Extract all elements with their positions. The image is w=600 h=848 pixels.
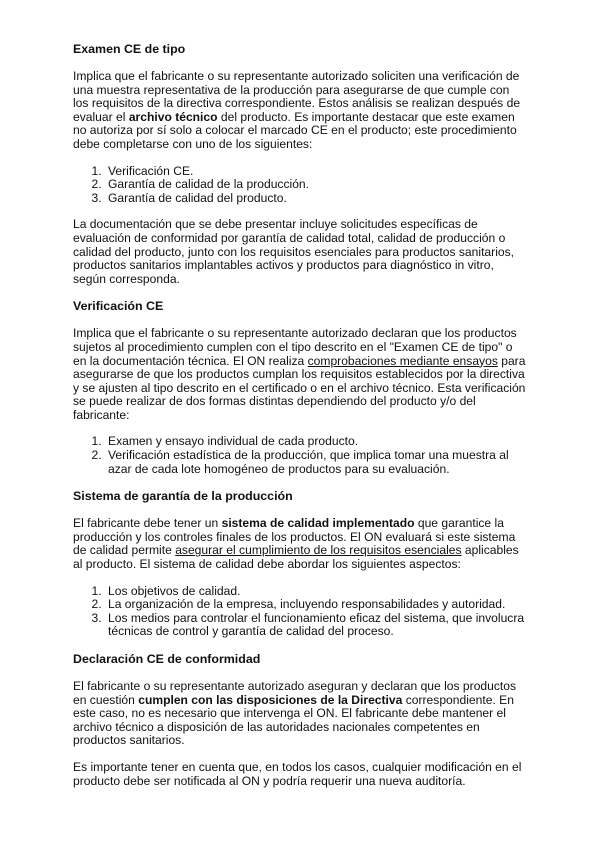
list-item: 2. Garantía de calidad de la producción. [105, 178, 528, 192]
paragraph-final-note: Es importante tener en cuenta que, en todos los casos, cualquier modificación en el producto debe ser notificada al ON y podría requerir una nueva auditoría. [73, 759, 522, 788]
text-run: Implica que el fabricante o su representante autorizado soliciten una verificación de una muestra representativa de la producción para asegurarse de que cumple con los requisitos de la directiva correspondiente. Estos análisis se realizan después de evaluar el [73, 69, 521, 124]
list-verification-methods [73, 435, 528, 476]
list-item: 3. Garantía de calidad del producto. [105, 192, 528, 206]
heading-sistema-garantia: Sistema de garantía de la producción [73, 489, 293, 504]
text-run: Implica que el fabricante o su representante autorizado declaran que los productos sujetos al procedimiento cumplen con el tipo descrito en el "Examen CE de tipo" o en la documentación técnica. El ON realiza [73, 326, 517, 368]
text-run: El fabricante debe tener un [73, 516, 222, 531]
list-item: 1. Los objetivos de calidad. [105, 585, 528, 599]
bold-archivo-tecnico: archivo técnico [128, 109, 218, 124]
text-run: correspondiente. En este caso, no es necesario que intervenga el ON. El fabricante debe mantener el archivo técnico a disposición de las autoridades nacionales competentes en productos sanitarios. [73, 692, 514, 748]
list-item: 3. Los medios para controlar el funcionamiento eficaz del sistema, que involucra técnicas de control y garantía de calidad del proceso. [105, 612, 528, 639]
heading-declaracion-ce: Declaración CE de conformidad [73, 652, 261, 666]
bold-cumplen-disposiciones: cumplen con las disposiciones de la Directiva [138, 692, 403, 707]
underlined-comprobaciones: comprobaciones mediante ensayos [307, 353, 498, 368]
list-complementary-procedures [73, 165, 528, 206]
paragraph-declaracion-intro [73, 680, 528, 748]
text-run: del producto. Es importante destacar que este examen no autoriza por sí solo a colocar el marcado CE en el producto; este procedimiento debe completarse con uno de los siguientes: [73, 109, 517, 151]
underlined-asegurar-cumplimiento: asegurar el cumplimiento de los requisitos esenciales [175, 543, 462, 558]
text-run: para asegurarse de que los productos cumplan los requisitos establecidos por la directiva y se ajusten al tipo descrito en el certificado o en el archivo técnico. Esta verificación se puede realizar de dos formas distintas dependiendo del producto y/o del fabricante: [73, 353, 526, 422]
list-item: 2. La organización de la empresa, incluyendo responsabilidades y autoridad. [105, 598, 528, 612]
paragraph-documentation: La documentación que se debe presentar incluye solicitudes específicas de evaluación de conformidad por garantía de calidad total, calidad de producción o calidad del producto, junto con los requisitos esenciales para productos sanitarios, productos sanitarios implantables activos y productos para diagnóstico in vitro, según corresponda. [73, 217, 515, 286]
text-run: que garantice la producción y los controles finales de los productos. El ON evaluará si este sistema de calidad permite [73, 516, 516, 558]
list-quality-aspects [73, 585, 528, 639]
list-item: 2. Verificación estadística de la producción, que implica tomar una muestra al azar de cada lote homogéneo de productos para su evaluación. [105, 449, 528, 476]
paragraph-verificacion-intro [73, 327, 528, 422]
paragraph-sistema-intro [73, 517, 528, 571]
text-run: aplicables al producto. El sistema de calidad debe abordar los siguientes aspectos: [73, 543, 519, 572]
heading-verificacion-ce: Verificación CE [73, 299, 164, 314]
heading-examen-ce-de-tipo: Examen CE de tipo [73, 42, 186, 56]
bold-sistema-calidad: sistema de calidad implementado [221, 516, 415, 531]
text-run: El fabricante o su representante autorizado aseguran y declaran que los productos en cuestión [73, 679, 517, 707]
list-item: 1. Verificación CE. [105, 165, 528, 179]
paragraph-examen-intro [73, 70, 528, 152]
list-item: 1. Examen y ensayo individual de cada producto. [105, 435, 528, 449]
